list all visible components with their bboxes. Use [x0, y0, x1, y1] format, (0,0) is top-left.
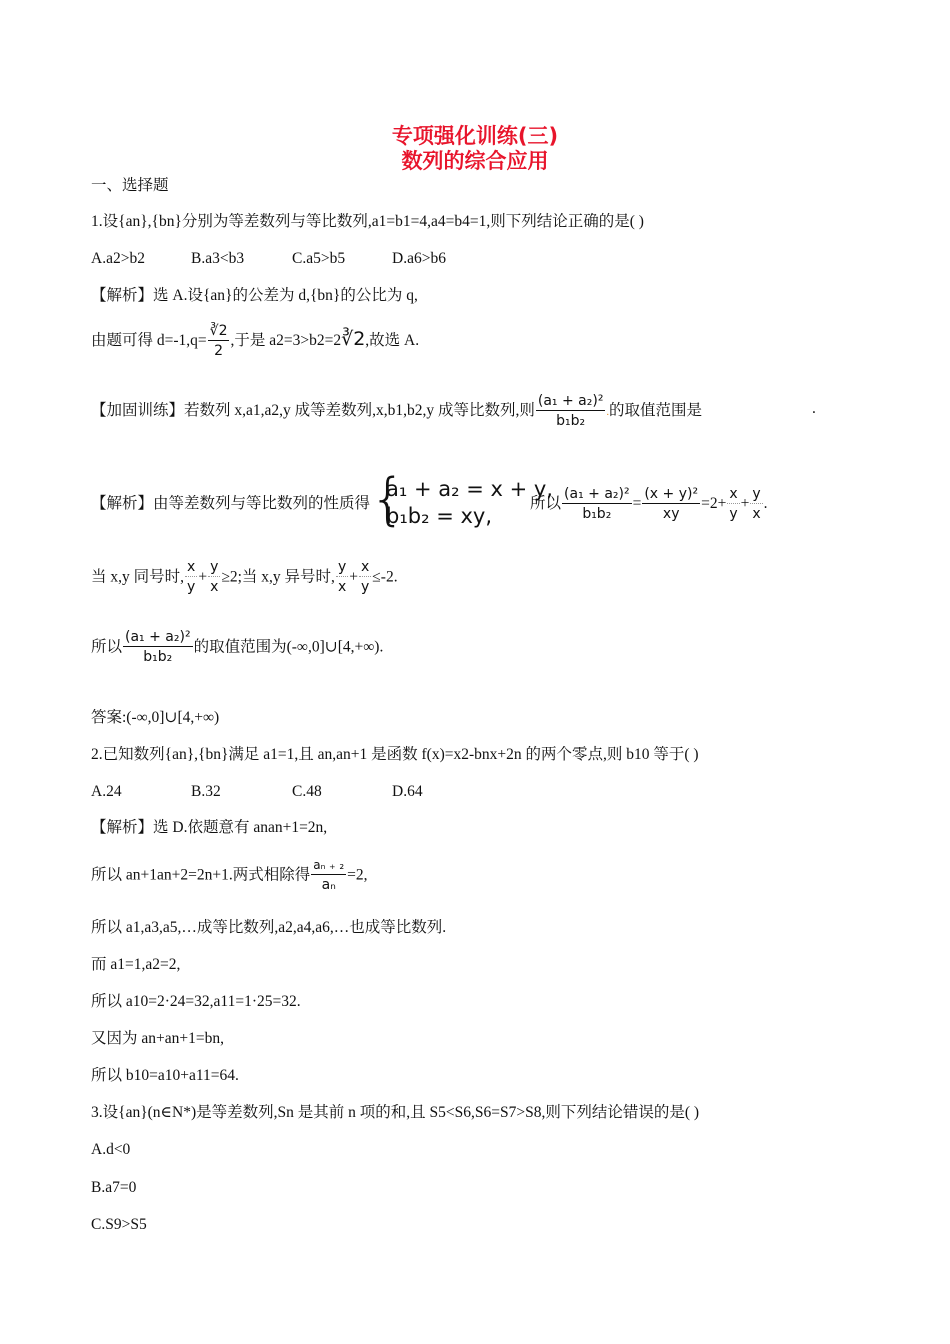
marker-dot: . [606, 407, 609, 419]
fraction-denominator: b₁b₂ [556, 413, 586, 429]
analysis2-so: 所以 [530, 495, 562, 512]
q2-analysis-3: 所以 a1,a3,a5,…成等比数列,a2,a4,a6,…也成等比数列. [91, 919, 447, 936]
q2-analysis-7: 所以 b10=a10+a11=64. [91, 1067, 239, 1084]
fraction-numerator: (a₁ + a₂)² [564, 485, 630, 502]
fraction-denominator: aₙ [321, 877, 336, 893]
analysis2-fraction-3 [727, 485, 739, 524]
q2-option-b: B.32 [191, 783, 221, 800]
fraction-denominator: y [729, 505, 738, 522]
q1-option-c: C.a5>b5 [292, 250, 346, 267]
q2-ratio-fraction [311, 856, 346, 895]
fraction-denominator: x [752, 505, 761, 522]
fraction-numerator: x [187, 559, 196, 575]
fraction-denominator: x [210, 579, 219, 595]
analysis2-lead: 【解析】由等差数列与等比数列的性质得 [91, 495, 371, 512]
q1-option-b: B.a3<b3 [191, 250, 245, 267]
q1-analysis: 【解析】选 A.设{an}的公差为 d,{bn}的公比为 q, [91, 287, 418, 304]
q2-analysis-1: 【解析】选 D.依题意有 anan+1=2n, [91, 819, 328, 836]
fraction-denominator: b₁b₂ [582, 505, 612, 522]
fraction-numerator: (x + y)² [644, 485, 699, 502]
question-1-stem: 1.设{an},{bn}分别为等差数列与等比数列,a1=b1=4,a4=b4=1,则下列结论正确的是( ) [91, 213, 644, 230]
page-title: 专项强化训练(三) [391, 124, 559, 148]
fraction-numerator: x [729, 485, 738, 502]
q1-q-fraction [208, 322, 230, 361]
question-2-stem: 2.已知数列{an},{bn}满足 a1=1,且 an,an+1 是函数 f(x)=x2-bnx+2n 的两个零点,则 b10 等于( ) [91, 746, 699, 763]
cases-text-a: 当 x,y 同号时, [91, 568, 185, 586]
range-fraction [123, 628, 193, 667]
reinforce-blank-end: . [812, 400, 816, 417]
cube-root-2: ∛2 [341, 328, 366, 351]
fraction-denominator: 2 [214, 343, 224, 359]
range-text-b: 的取值范围为(-∞,0]∪[4,+∞). [193, 638, 384, 656]
period: . [763, 495, 768, 512]
reinforce-text-a: 【加固训练】若数列 x,a1,a2,y 成等差数列,x,b1,b2,y 成等比数列,则 [91, 402, 535, 420]
system-lines [386, 476, 553, 530]
q1-derive-text-d: ,故选 A. [365, 332, 420, 350]
fraction-numerator: x [360, 559, 370, 575]
sign-cases [91, 558, 398, 597]
q1-derive-text-a: 由题可得 d=-1,q= [91, 332, 207, 350]
fraction-denominator: y [187, 579, 196, 595]
fraction-numerator: (a₁ + a₂)² [537, 393, 604, 409]
case-fraction-a [185, 558, 197, 597]
range-text-a: 所以 [91, 638, 123, 656]
fraction-denominator: x [337, 579, 347, 595]
q3-option-b: B.a7=0 [91, 1179, 137, 1196]
q2-analysis-5: 所以 a10=2·24=32,a11=1·25=32. [91, 993, 301, 1010]
analysis2-fraction-1 [562, 485, 632, 524]
fraction-numerator: y [337, 559, 347, 575]
page-subtitle: 数列的综合应用 [401, 149, 549, 173]
case-fraction-c [336, 558, 348, 597]
fraction-numerator: aₙ ₊ ₂ [311, 856, 346, 875]
fraction-denominator: b₁b₂ [143, 649, 173, 665]
q2-option-d: D.64 [392, 783, 423, 800]
q1-derivation [91, 322, 419, 361]
analysis2-fraction-4 [750, 485, 762, 524]
system-eq-1: a₁ + a₂ = x + y, [386, 477, 553, 501]
fraction-numerator: y [752, 485, 761, 502]
fraction-numerator: (a₁ + a₂)² [125, 629, 191, 645]
cases-text-c: ≤-2. [372, 568, 398, 586]
plus-sign: + [349, 568, 358, 586]
question-3-stem: 3.设{an}(n∈N*)是等差数列,Sn 是其前 n 项的和,且 S5<S6,S6=S7>S8,则下列结论错误的是( ) [91, 1104, 700, 1121]
q2-analysis-6: 又因为 an+an+1=bn, [91, 1030, 224, 1047]
fraction-denominator: xy [662, 505, 680, 522]
analysis2-fraction-2 [642, 485, 700, 524]
fraction-denominator: y [360, 579, 370, 595]
equals-sign: = [632, 495, 642, 512]
q2-option-a: A.24 [91, 783, 122, 800]
system-eq-2: b₁b₂ = xy, [386, 504, 492, 528]
q3-option-c: C.S9>S5 [91, 1216, 147, 1233]
q3-option-a: A.d<0 [91, 1141, 131, 1158]
section-heading: 一、选择题 [91, 177, 169, 194]
q1-option-a: A.a2>b2 [91, 250, 145, 267]
q2-analysis-2 [91, 856, 368, 895]
plus-sign: + [198, 568, 208, 586]
q2-text-b: =2, [347, 866, 368, 884]
fraction-numerator: y [210, 559, 219, 575]
reinforce-problem [91, 392, 702, 431]
fraction-numerator: ∛2 [209, 323, 228, 339]
q2-text-a: 所以 an+1an+2=2n+1.两式相除得 [91, 866, 311, 884]
case-fraction-d [359, 558, 371, 597]
reinforce-fraction [536, 392, 606, 431]
range-conclusion [91, 628, 383, 667]
plus-sign: + [740, 495, 750, 512]
equals-two-plus: =2+ [701, 495, 727, 512]
q2-option-c: C.48 [292, 783, 322, 800]
left-brace: { [370, 467, 406, 532]
answer-line: 答案:(-∞,0]∪[4,+∞) [91, 709, 220, 726]
q1-option-d: D.a6>b6 [392, 250, 446, 267]
case-fraction-b [208, 558, 220, 597]
cases-text-b: ≥2;当 x,y 异号时, [221, 568, 335, 586]
analysis-2 [91, 467, 768, 532]
q1-derive-text-b: ,于是 a2=3>b2=2 [230, 332, 342, 350]
q2-analysis-4: 而 a1=1,a2=2, [91, 956, 181, 973]
reinforce-text-b: 的取值范围是 [608, 402, 702, 420]
